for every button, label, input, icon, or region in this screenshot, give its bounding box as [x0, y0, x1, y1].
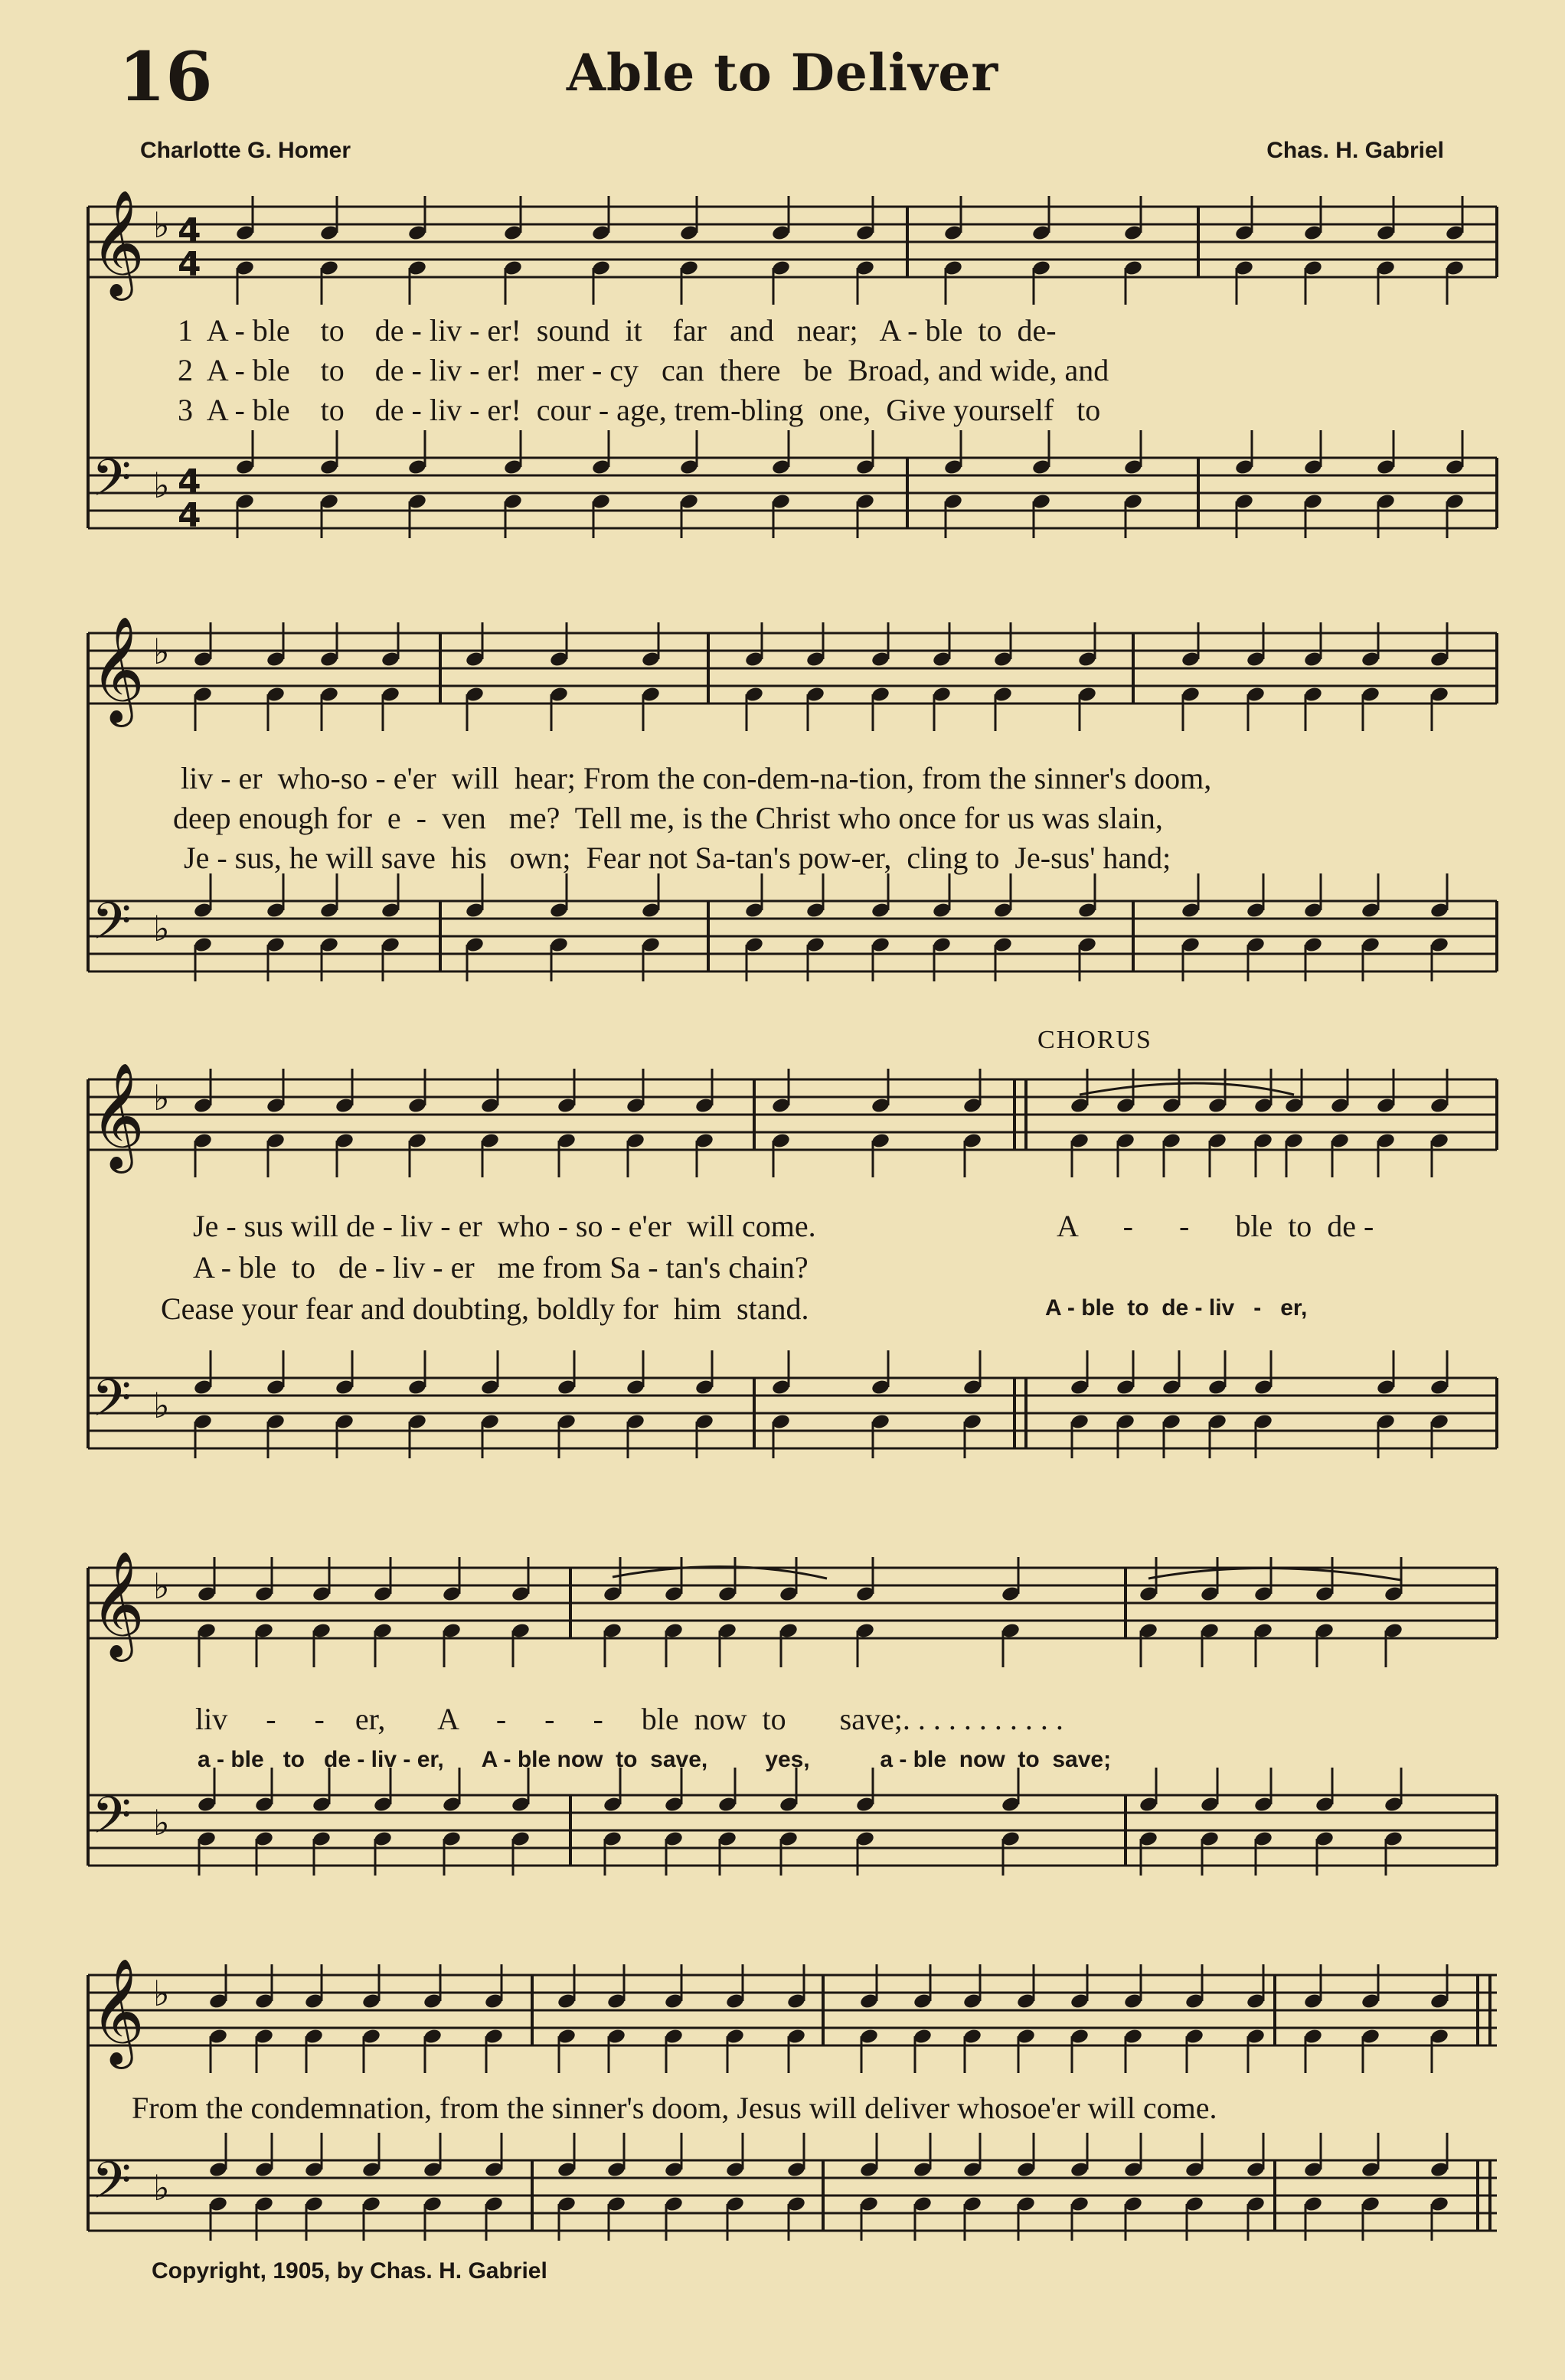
verse-2-line-2: deep enough for e - ven me? Tell me, is the Christ who once for us was slain,	[173, 801, 1163, 835]
treble-clef-icon: 𝄞	[90, 616, 145, 723]
verse-2-line-1: 2 A - ble to de - liv - er! mer - cy can there be Broad, and wide, and	[178, 353, 1109, 387]
music-system-3	[0, 1026, 1565, 1470]
time-sig-top: 4	[178, 211, 201, 250]
svg-text:♭: ♭	[153, 631, 170, 672]
bass-clef-icon: 𝄢	[92, 892, 132, 963]
composer-credit: Chas. H. Gabriel	[1266, 138, 1444, 163]
staff-notation-system-2	[0, 601, 1565, 991]
chorus-alto-line-2: a - ble to de - liv - er, A - ble now to save, yes, a - ble now to save;	[198, 1747, 1112, 1772]
chorus-soprano-line-2: liv - - er, A - - - ble now to save;. . . . . . . . . . .	[195, 1702, 1063, 1736]
treble-clef-icon: 𝄞	[90, 1551, 145, 1657]
svg-text:♭: ♭	[153, 465, 170, 506]
svg-text:♭: ♭	[153, 204, 170, 246]
verse-3-line-2: Je - sus, he will save his own; Fear not Sa-tan's pow-er, cling to Je-sus' hand;	[184, 841, 1171, 875]
lyricist-credit: Charlotte G. Homer	[140, 138, 351, 163]
verse-1-line-2: liv - er who-so - e'er will hear; From the con-dem-na-tion, from the sinner's doom,	[181, 761, 1212, 795]
tie	[1148, 1568, 1401, 1580]
svg-text:♭: ♭	[153, 1802, 170, 1843]
bass-clef-icon: 𝄢	[92, 2151, 132, 2222]
svg-text:♭: ♭	[153, 1077, 170, 1118]
tie	[1080, 1083, 1294, 1095]
verse-2-line-3: A - ble to de - liv - er me from Sa - tan's chain?	[193, 1250, 809, 1285]
treble-clef-icon: 𝄞	[90, 1958, 145, 2065]
refrain-line: From the condemnation, from the sinner's doom, Jesus will deliver whosoe'er will come.	[132, 2091, 1217, 2125]
svg-text:♭: ♭	[153, 908, 170, 949]
hymn-title: Able to Deliver	[566, 43, 999, 103]
bass-clef-icon: 𝄢	[92, 449, 132, 520]
treble-notes	[235, 196, 1465, 305]
chorus-label: CHORUS	[1037, 1026, 1152, 1054]
hymn-number: 16	[119, 37, 213, 116]
treble-staff	[88, 207, 1497, 277]
verse-3-line-3: Cease your fear and doubting, boldly for him stand.	[161, 1291, 809, 1326]
svg-text:4: 4	[178, 462, 201, 501]
verse-1-line-3: Je - sus will de - liv - er who - so - e'er will come.	[193, 1209, 816, 1243]
svg-text:♭: ♭	[153, 1385, 170, 1426]
svg-text:♭: ♭	[153, 1973, 170, 2014]
copyright-notice: Copyright, 1905, by Chas. H. Gabriel	[152, 2258, 547, 2284]
svg-text:♭: ♭	[153, 1565, 170, 1607]
chorus-soprano-line-1: A - - ble to de -	[1057, 1209, 1374, 1243]
verse-1-line-1: 1 A - ble to de - liv - er! sound it far and near; A - ble to de-	[178, 313, 1057, 348]
music-system-4	[0, 1531, 1565, 1891]
music-system-5	[0, 1944, 1565, 2251]
treble-clef-icon: 𝄞	[90, 190, 145, 296]
music-system-2	[0, 601, 1565, 991]
bass-clef-icon: 𝄢	[92, 1369, 132, 1440]
bass-clef-icon: 𝄢	[92, 1786, 132, 1857]
svg-text:4: 4	[178, 496, 201, 535]
bass-staff	[88, 458, 1497, 528]
verse-3-line-1: 3 A - ble to de - liv - er! cour - age, trem-bling one, Give yourself to	[178, 393, 1101, 427]
treble-clef-icon: 𝄞	[90, 1063, 145, 1169]
bass-notes	[235, 430, 1465, 538]
staff-notation-system-3	[0, 1026, 1565, 1470]
svg-text:♭: ♭	[153, 2167, 170, 2209]
time-sig-bottom: 4	[178, 245, 201, 284]
chorus-alto-line-1: A - ble to de - liv - er,	[1045, 1295, 1308, 1321]
music-system-1	[0, 184, 1565, 551]
